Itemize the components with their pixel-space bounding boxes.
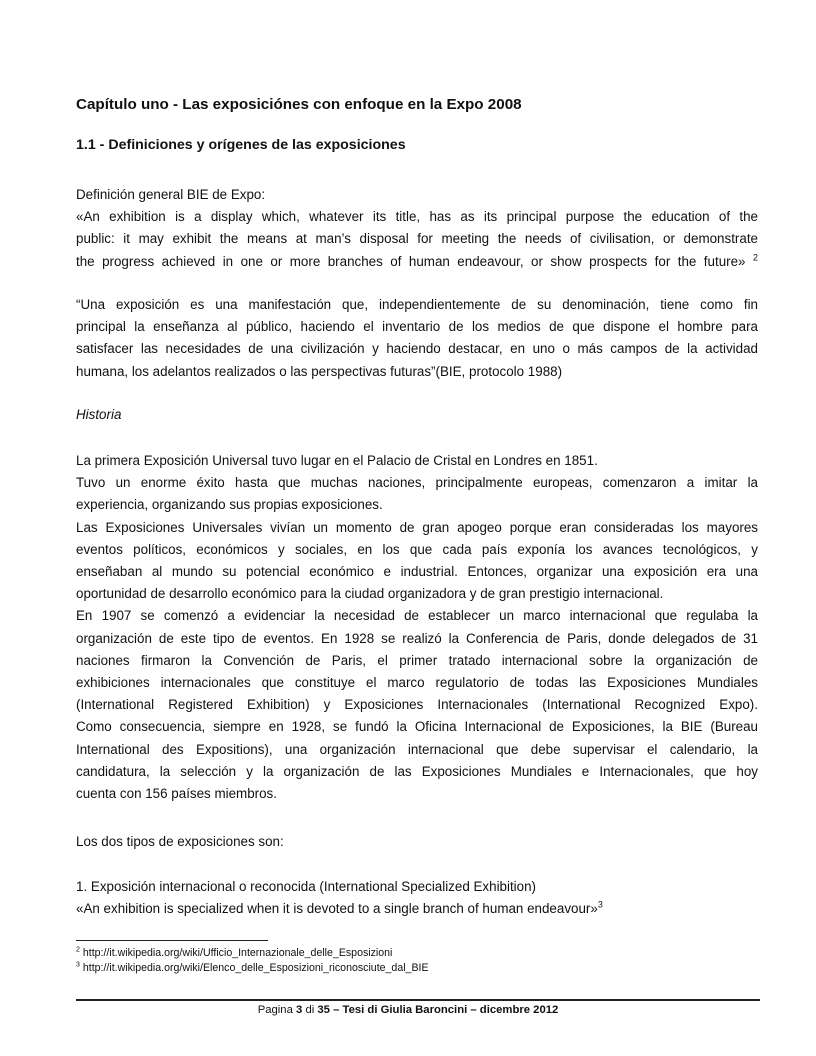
text-segment: «An exhibition is specialized when it is devoted to a single branch of human endeavour» xyxy=(76,901,598,917)
text-line: enseñaban al mundo su potencial económico e industrial. Entonces, organizar una exposición era una xyxy=(76,564,758,580)
bie-intro: Definición general BIE de Expo: xyxy=(76,187,266,202)
chapter-title: Capítulo uno - Las exposiciónes con enfoque en la Expo 2008 xyxy=(76,96,522,113)
text-line: Las Exposiciones Universales vivían un momento de gran apogeo porque eran consideradas los mayores xyxy=(76,519,758,535)
text-line xyxy=(76,251,758,273)
tipo-1-quote xyxy=(76,898,758,920)
text-line: satisfacer las necesidades de una civilización y haciendo destacar, en uno o más campos de la actividad xyxy=(76,341,758,357)
footnote xyxy=(76,947,392,960)
text-line: candidatura, la selección y la organización de las Exposiciones Mundiales e Internacionales, que hoy xyxy=(76,763,758,779)
footer-page-total: 35 xyxy=(317,1004,330,1016)
historia-paragraph xyxy=(76,450,758,805)
text-line: principal la enseñanza al público, haciendo el inventario de los medios de que dispone el hombre para xyxy=(76,319,758,335)
text-line: public: it may exhibit the means at man’s disposal for meeting the needs of civilisation, or demonstrate xyxy=(76,231,758,247)
text-line: exhibiciones internacionales que constituye el marco regulatorio de todas las Exposiciones Mundiales xyxy=(76,675,758,691)
historia-heading: Historia xyxy=(76,407,122,422)
footer-prefix: Pagina xyxy=(257,1004,297,1016)
text-line: La primera Exposición Universal tuvo lugar en el Palacio de Cristal en Londres en 1851. xyxy=(76,453,598,468)
footer-page-number: 3 xyxy=(296,1004,303,1016)
footnote-link[interactable]: http://it.wikipedia.org/wiki/Ufficio_Internazionale_delle_Esposizioni xyxy=(82,947,393,959)
footer-thesis-info: – Tesi di Giulia Baroncini – dicembre 2012 xyxy=(329,1004,559,1016)
footnote xyxy=(76,962,429,975)
text-line: (International Registered Exhibition) y Exposiciones Internacionales (International Recognized Expo). xyxy=(76,697,758,713)
footnote-link[interactable]: http://it.wikipedia.org/wiki/Elenco_delle_Esposizioni_riconosciute_dal_BIE xyxy=(82,962,429,974)
text-line: eventos políticos, económicos y sociales, en los que cada país exponía los avances tecnológicos, y xyxy=(76,541,758,557)
text-line: En 1907 se comenzó a evidenciar la necesidad de establecer un marco internacional que regulaba la xyxy=(76,608,758,624)
tipo-1-block xyxy=(76,876,758,920)
text-line: humana, los adelantos realizados o las perspectivas futuras”(BIE, protocolo 1988) xyxy=(76,363,563,379)
bie-definition-es xyxy=(76,294,758,383)
tipo-1-title: 1. Exposición internacional o reconocida (International Specialized Exhibition) xyxy=(76,879,537,894)
page-footer xyxy=(0,1004,816,1016)
text-line: cuenta con 156 países miembros. xyxy=(76,786,277,802)
footer-of: di xyxy=(302,1004,318,1016)
text-line: Como consecuencia, siempre en 1928, se fundó la Oficina Internacional de Exposiciones, la BIE (Bureau xyxy=(76,719,758,735)
tipos-intro: Los dos tipos de exposiciones son: xyxy=(76,834,284,849)
bie-definition-en xyxy=(76,184,758,273)
text-line: «An exhibition is a display which, whatever its title, has as its principal purpose the education of the xyxy=(76,209,758,225)
text-line: “Una exposición es una manifestación que, independientemente de su denominación, tiene como fin xyxy=(76,297,758,312)
text-line: organización de este tipo de eventos. En 1928 se realizó la Conferencia de Paris, donde delegados de 31 xyxy=(76,630,758,646)
section-title: 1.1 - Definiciones y orígenes de las exposiciones xyxy=(76,137,406,153)
footnote-number: 3 xyxy=(76,961,80,969)
footnote-number: 2 xyxy=(76,946,80,954)
footnote-ref: 2 xyxy=(752,252,758,263)
text-line: experiencia, organizando sus propias exposiciones. xyxy=(76,497,383,513)
text-line: Tuvo un enorme éxito hasta que muchas naciones, principalmente europeas, comenzaron a imitar la xyxy=(76,475,758,491)
text-segment: the progress achieved in one or more branches of human endeavour, or show prospects for the future» xyxy=(76,253,746,269)
text-line: oportunidad de desarrollo económico para la ciudad organizadora y de gran prestigio internacional. xyxy=(76,586,664,602)
text-line: naciones firmaron la Convención de Paris, el primer tratado internacional sobre la organización de xyxy=(76,652,758,668)
text-line: International des Expositions), una organización internacional que debe supervisar el calendario, la xyxy=(76,741,758,757)
footer-separator xyxy=(76,999,760,1001)
footnote-separator xyxy=(76,940,268,941)
footnote-ref: 3 xyxy=(597,899,603,910)
